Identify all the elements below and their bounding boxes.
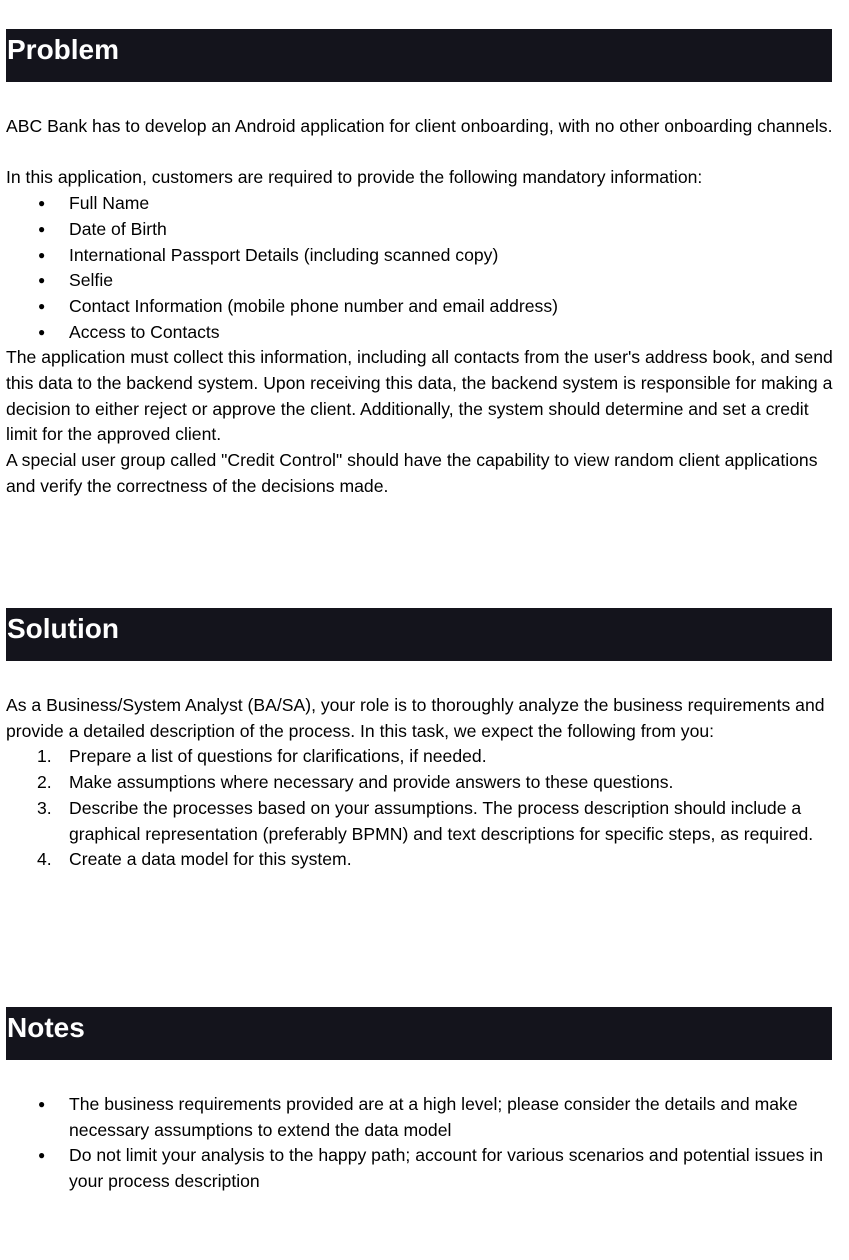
- problem-header: [6, 29, 832, 82]
- list-item: ● Selfie: [6, 268, 834, 294]
- list-item: ● Date of Birth: [6, 217, 834, 243]
- list-item-text: Create a data model for this system.: [69, 849, 352, 870]
- problem-intro: ABC Bank has to develop an Android application for client onboarding, with no other onboarding channels.: [6, 116, 833, 136]
- problem-body: [6, 114, 834, 500]
- list-item: ● Access to Contacts: [6, 320, 834, 346]
- list-number: 4.: [37, 849, 52, 870]
- list-number: 1.: [37, 746, 52, 767]
- notes-header: [6, 1007, 832, 1060]
- list-item: [6, 770, 834, 796]
- list-item-text: Prepare a list of questions for clarifications, if needed.: [69, 746, 487, 767]
- list-item: [6, 796, 834, 847]
- list-item: ● The business requirements provided are at a high level; please consider the details and make necessary assumptions to extend the data model: [6, 1092, 834, 1143]
- list-item: ● Full Name: [6, 191, 834, 217]
- solution-title: Solution: [7, 613, 119, 644]
- list-item: [6, 744, 834, 770]
- expectations-list: [6, 744, 834, 873]
- problem-paragraph-backend: The application must collect this information, including all contacts from the user's address book, and send this data to the backend system. Upon receiving this data, the backend system is responsible for making a decision to either reject or approve the client. Additionally, the system should determine and set a credit limit for the approved client.: [6, 347, 833, 445]
- list-item: [6, 847, 834, 873]
- list-number: 2.: [37, 772, 52, 793]
- required-info-list: [6, 191, 834, 345]
- solution-intro: As a Business/System Analyst (BA/SA), your role is to thoroughly analyze the business requirements and provide a detailed description of the process. In this task, we expect the following from you:: [6, 695, 825, 741]
- list-item: ● Contact Information (mobile phone number and email address): [6, 294, 834, 320]
- notes-title: Notes: [7, 1012, 85, 1043]
- list-item-text: Describe the processes based on your assumptions. The process description should include a graphical representation (preferably BPMN) and text descriptions for specific steps, as required.: [69, 797, 814, 844]
- list-item: ● International Passport Details (including scanned copy): [6, 243, 834, 269]
- list-number: 3.: [37, 797, 52, 818]
- solution-body: [6, 693, 834, 873]
- list-item-text: Make assumptions where necessary and provide answers to these questions.: [69, 772, 674, 793]
- notes-body: [6, 1092, 834, 1195]
- problem-lead: In this application, customers are required to provide the following mandatory information:: [6, 167, 703, 188]
- problem-title: Problem: [7, 34, 120, 65]
- solution-header: [6, 608, 832, 661]
- problem-paragraph-credit-control: A special user group called "Credit Control" should have the capability to view random client applications and verify the correctness of the decisions made.: [6, 450, 818, 496]
- list-item: ● Do not limit your analysis to the happy path; account for various scenarios and potential issues in your process description: [6, 1143, 834, 1194]
- notes-list: [6, 1092, 834, 1195]
